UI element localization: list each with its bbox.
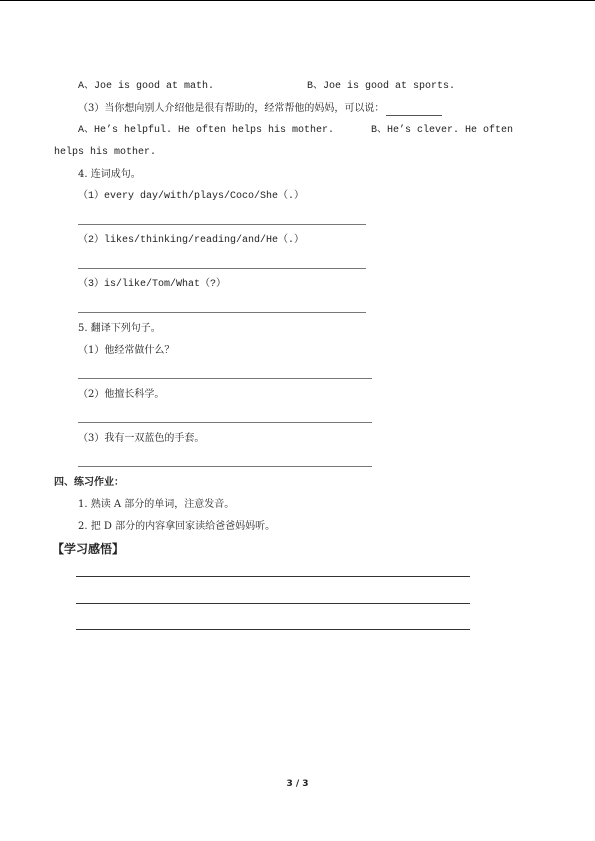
q3-option-b: B、Joe is good at sports.: [307, 81, 456, 92]
page-top-border: [0, 0, 595, 1]
section4-item-2: 2. 把 D 部分的内容拿回家读给爸爸妈妈听。: [78, 521, 276, 532]
q4-title: 4. 连词成句。: [78, 169, 141, 180]
q5-item-3: （3）我有一双蓝色的手套。: [78, 433, 205, 444]
answer-line[interactable]: [78, 268, 366, 269]
q3-sub3-option-a: A、He’s helpful. He often helps his mother.: [78, 125, 335, 136]
q4-item-3: （3）is/like/Tom/What（?）: [78, 279, 227, 290]
q5-title: 5. 翻译下列句子。: [78, 323, 161, 334]
q5-item-2: （2）他擅长科学。: [78, 389, 165, 400]
q3-sub3-prompt: [78, 102, 442, 116]
section4-item-1: 1. 熟读 A 部分的单词，注意发音。: [78, 499, 235, 510]
answer-line[interactable]: [78, 378, 372, 379]
section4-title: 四、练习作业：: [54, 477, 124, 488]
q3-sub3-prompt-text: （3）当你想向别人介绍他是很有帮助的，经常帮他的妈妈，可以说：: [78, 103, 385, 114]
q3-sub3-option-b: B、He’s clever. He often: [371, 125, 514, 136]
answer-line[interactable]: [78, 422, 372, 423]
answer-blank[interactable]: [386, 105, 442, 116]
reflection-line[interactable]: [76, 629, 470, 630]
reflection-title: 【学习感悟】: [52, 542, 125, 556]
q3-option-a: A、Joe is good at math.: [78, 81, 215, 92]
q3-sub3-option-b-cont: helps his mother.: [54, 147, 157, 158]
q5-item-1: （1）他经常做什么？: [78, 345, 175, 356]
answer-line[interactable]: [78, 224, 366, 225]
reflection-line[interactable]: [76, 576, 470, 577]
q4-item-1: （1）every day/with/plays/Coco/She（.）: [78, 191, 305, 202]
reflection-line[interactable]: [76, 603, 470, 604]
page-number: 3 / 3: [286, 779, 309, 789]
answer-line[interactable]: [78, 466, 372, 467]
q4-item-2: （2）likes/thinking/reading/and/He（.）: [78, 235, 305, 246]
answer-line[interactable]: [78, 312, 366, 313]
